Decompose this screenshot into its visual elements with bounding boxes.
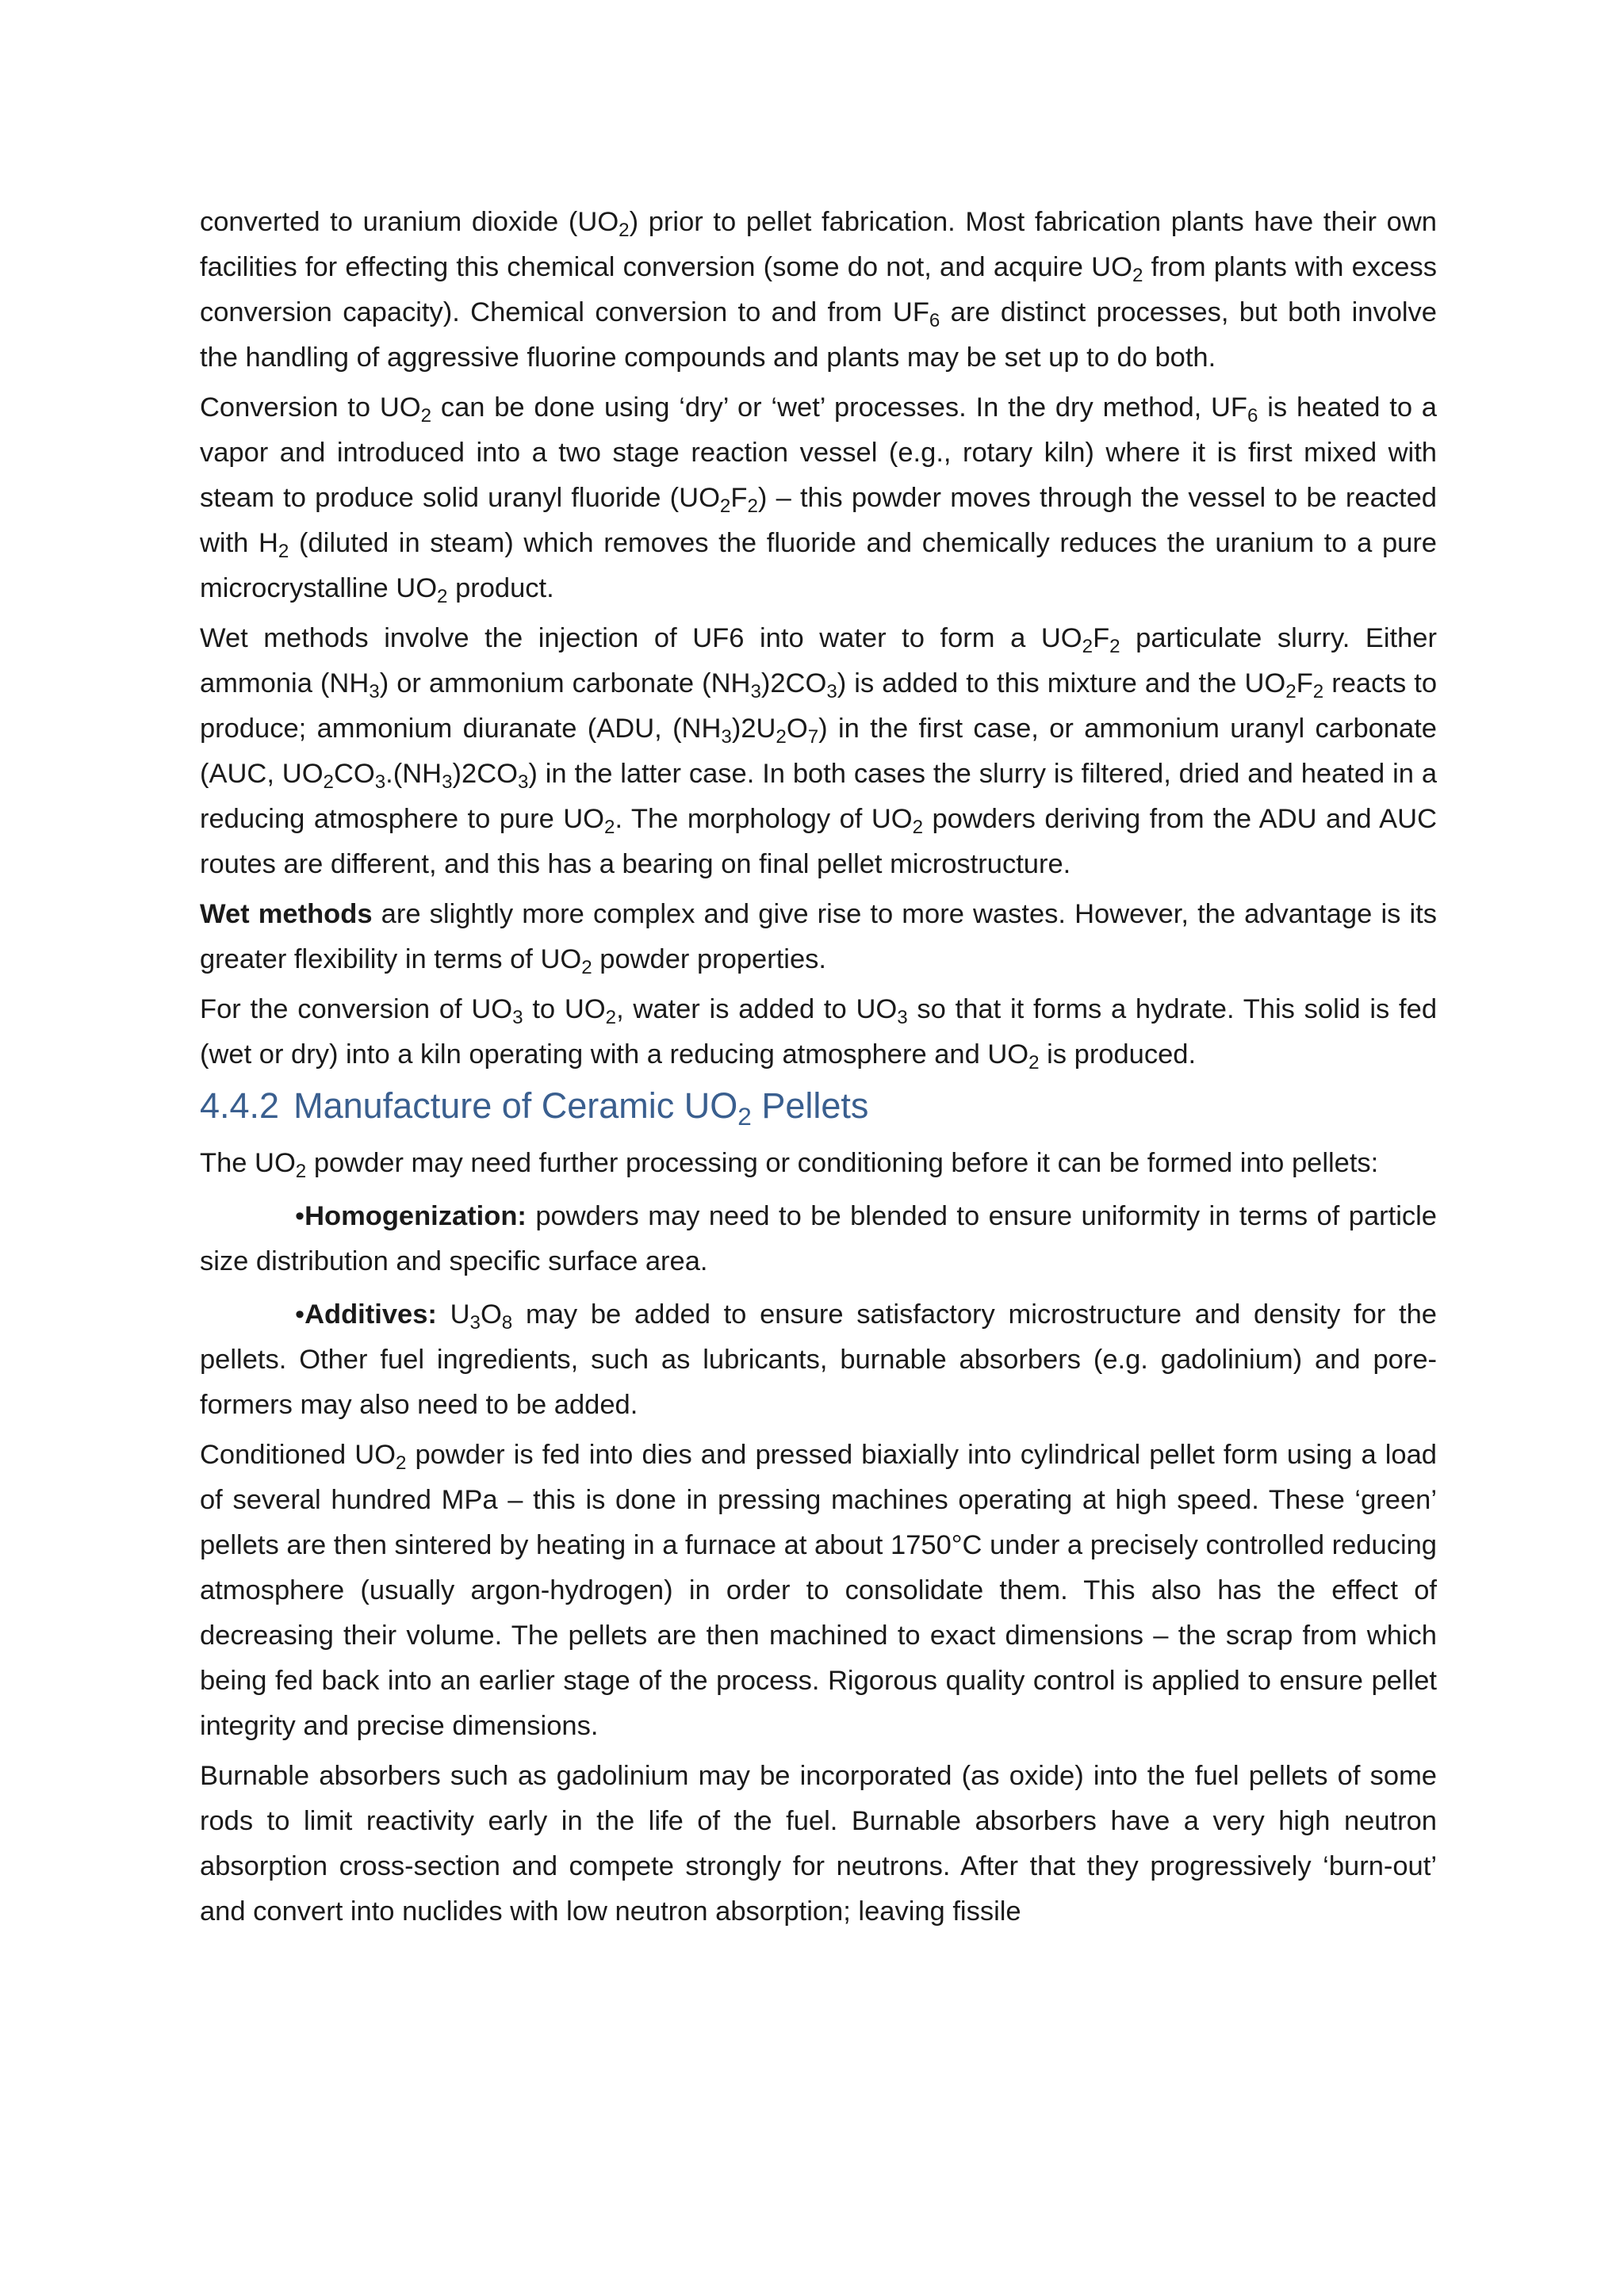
bullet-mark: • (295, 1299, 305, 1330)
homogenization-bold: Homogenization: (304, 1201, 527, 1231)
section-number: 4.4.2 (200, 1085, 280, 1126)
document-page (200, 200, 1437, 1939)
section-heading: 4.4.2 Manufacture of Ceramic $UO_2$ Pellets (200, 1085, 869, 1131)
paragraph-dry-method: Conversion to $UO_2$ can be done using ‘dry’ or ‘wet’ processes. In the dry method, $UF_6$ is heated to a vapor and introduced into a two stage reaction vessel (e.g., rotary kiln) where it is first mixed with steam to produce solid uranyl fluoride $(UO_2F_2)$ – this powder moves through the vessel to be reacted with $H_2$ (diluted in steam) which removes the fluoride and chemically reduces the uranium to a pure microcrystalline $UO_2$ product. (200, 392, 1437, 607)
list-item-additives: •Additives: $U_3O_8$ may be added to ensure satisfactory microstructure and density for the pellets. Other fuel ingredients, such as lubricants, burnable absorbers (e.g. gadolinium) and pore-formers may also need to be added. (200, 1299, 1437, 1420)
wet-methods-bold: Wet methods (200, 899, 373, 929)
bullet-mark: • (295, 1201, 305, 1231)
paragraph-burnable-absorbers: Burnable absorbers such as gadolinium may be incorporated (as oxide) into the fuel pellets of some rods to limit reactivity early in the life of the fuel. Burnable absorbers have a very high neutron absorption cross-section and compete strongly for neutrons. After that they progressively ‘burn-out’ and convert into nuclides with low neutron absorption; leaving fissile (200, 1761, 1437, 1927)
paragraph-uo3-conversion: For the conversion of $UO_3$ to $UO_2$, water is added to $UO_3$ so that it forms a hydrate. This solid is fed (wet or dry) into a kiln operating with a reducing atmosphere and $UO_2$ is produced. (200, 994, 1438, 1073)
list-item-homogenization: •Homogenization: powders may need to be blended to ensure uniformity in terms of particle size distribution and specific surface area. (200, 1201, 1437, 1276)
additives-bold: Additives: (304, 1299, 437, 1330)
paragraph-wet-methods-summary: Wet methods are slightly more complex and give rise to more wastes. However, the advantage is its greater flexibility in terms of $UO_2$ powder properties. (200, 899, 1437, 978)
paragraph-pellet-pressing: Conditioned $UO_2$ powder is fed into dies and pressed biaxially into cylindrical pellet form using a load of several hundred MPa – this is done in pressing machines operating at high speed. These ‘green’ pellets are then sintered by heating in a furnace at about 1750°C under a precisely controlled reducing atmosphere (usually argon-hydrogen) in order to consolidate them. This also has the effect of decreasing their volume. The pellets are then machined to exact dimensions – the scrap from which being fed back into an earlier stage of the process. Rigorous quality control is applied to ensure pellet integrity and precise dimensions. (200, 1440, 1437, 1741)
paragraph-conversion-intro: converted to uranium dioxide $(UO_2)$ prior to pellet fabrication. Most fabrication plants have their own facilities for effecting this chemical conversion (some do not, and acquire $UO_2$ from plants with excess conversion capacity). Chemical conversion to and from $UF_6$ are distinct processes, but both involve the handling of aggressive fluorine compounds and plants may be set up to do both. (200, 207, 1437, 373)
paragraph-powder-processing: The $UO_2$ powder may need further processing or conditioning before it can be formed into pellets: (200, 1148, 1379, 1182)
paragraph-wet-method: Wet methods involve the injection of UF6 into water to form a $UO_2F_2$ particulate slurry. Either ammonia $(NH_3)$ or ammonium carbonate $(NH_3)2CO_3$) is added to this mixture and the $UO_2F_2$ reacts to produce; ammonium diuranate (ADU, $(NH_3)2U_2O_7$) in the first case, or ammonium uranyl carbonate (AUC, $UO_2CO_3.(NH_3)2CO_3$) in the latter case. In both cases the slurry is filtered, dried and heated in a reducing atmosphere to pure $UO_2$. The morphology of $UO_2$ powders deriving from the ADU and AUC routes are different, and this has a bearing on final pellet microstructure. (200, 623, 1438, 879)
